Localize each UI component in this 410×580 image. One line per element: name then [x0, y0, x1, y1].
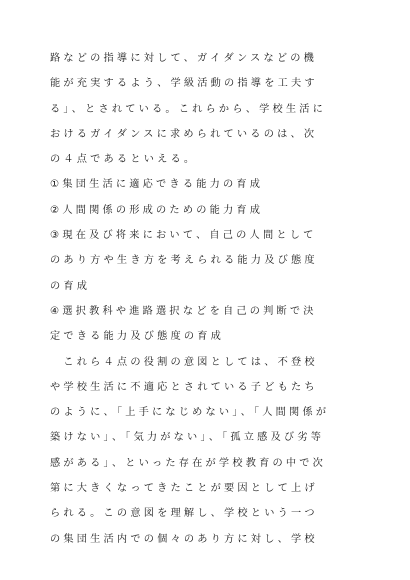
text-line-2: 能が充実するよう、学級活動の指導を工夫す [50, 78, 318, 90]
list-item-3-cont-2: の育成 [50, 280, 91, 292]
paragraph-line-5: 感がある」、といった存在が学校教育の中で次 [50, 457, 327, 469]
list-item-4-cont: 定できる能力及び態度の育成 [50, 331, 225, 343]
paragraph-line-4: 築けない」、「気力がない」、「孤立感及び劣等 [50, 432, 325, 444]
list-item-3-cont-1: のあり方や生き方を考えられる能力及び態度 [50, 255, 318, 267]
text-line-4: おけるガイダンスに求められているのは、次 [50, 128, 318, 140]
text-line-1: 路などの指導に対して、ガイダンスなどの機 [50, 53, 318, 64]
body-text [50, 46, 370, 552]
text-line-3: る」、とされている。これらから、学校生活に [50, 103, 327, 115]
text-line-5: の４点であるといえる。 [50, 154, 198, 166]
list-item-4: ④選択教科や進路選択などを自己の判断で決 [50, 305, 317, 317]
paragraph-line-8: の集団生活内での個々のあり方に対し、学校 [50, 533, 318, 545]
paragraph-line-6: 第に大きくなってきたことが要因として上げ [50, 483, 318, 495]
list-item-3: ③現在及び将来において、自己の人間として [50, 230, 317, 242]
paragraph-line-7: られる。この意図を理解し、学校という一つ [50, 508, 318, 520]
list-item-1: ①集団生活に適応できる能力の育成 [50, 179, 264, 191]
paragraph-line-3: のように、「上手になじめない」、「人間関係が [50, 407, 330, 419]
paragraph-line-1: これら４点の役割の意図としては、不登校 [50, 356, 318, 368]
paragraph-line-2: や学校生活に不適応とされている子どもたち [50, 381, 318, 393]
list-item-2: ②人間関係の形成のための能力育成 [50, 204, 264, 216]
